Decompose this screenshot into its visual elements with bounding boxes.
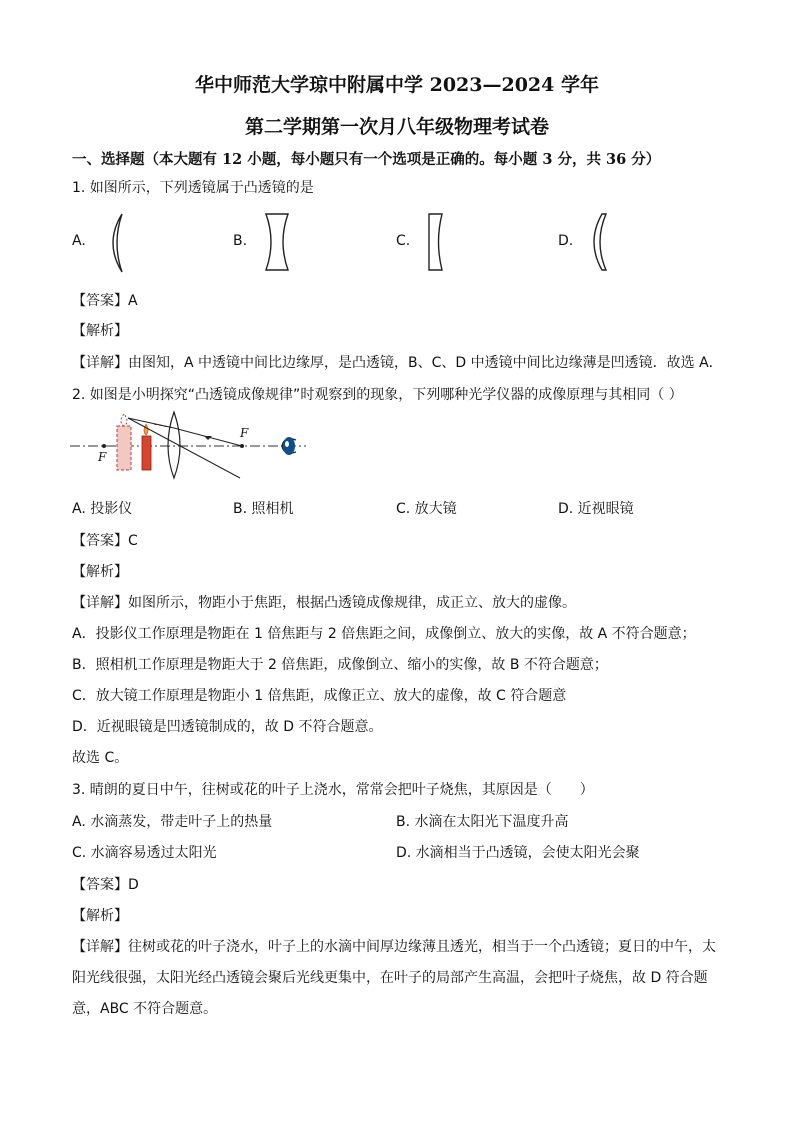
q1-option-d-label: D. xyxy=(558,233,574,249)
q3-option-b: B. 水滴在太阳光下温度升高 xyxy=(396,814,569,830)
q3-detail-line1: 【详解】往树或花的叶子浇水，叶子上的水滴中间厚边缘薄且透光，相当于一个凸透镜；夏日的中午，太 xyxy=(72,939,716,955)
q3-answer: 【答案】D xyxy=(72,877,139,893)
convex-lens-icon xyxy=(100,212,130,274)
q3-option-c: C. 水滴容易透过太阳光 xyxy=(72,845,217,861)
q2-option-a: A. 投影仪 xyxy=(72,501,133,517)
q2-detail: 【详解】如图所示，物距小于焦距，根据凸透镜成像规律，成正立、放大的虚像。 xyxy=(72,595,576,611)
q1-answer: 【答案】A xyxy=(72,293,138,309)
q2-answer: 【答案】C xyxy=(72,533,138,549)
meniscus-lens-icon xyxy=(588,212,614,272)
q2-option-b: B. 照相机 xyxy=(233,501,294,517)
section-heading: 一、选择题（本大题有 12 小题，每小题只有一个选项是正确的。每小题 3 分，共 36 分） xyxy=(72,151,661,168)
q2-option-c: C. 放大镜 xyxy=(396,501,457,517)
q3-detail-line2: 阳光线很强，太阳光经凸透镜会聚后光线更集中，在叶子的局部产生高温，会把叶子烧焦，故 D 符合题 xyxy=(72,970,708,986)
concave-lens-icon xyxy=(262,212,292,272)
convex-lens-imaging-diagram xyxy=(70,410,310,480)
q3-detail-line3: 意，ABC 不符合题意。 xyxy=(72,1001,218,1017)
plano-concave-lens-icon xyxy=(425,212,447,272)
q2-analysis: 【解析】 xyxy=(72,564,128,580)
exam-title-line2: 第二学期第一次月八年级物理考试卷 xyxy=(244,116,549,138)
q1-option-c-label: C. xyxy=(396,233,411,249)
q2-explain-d: D．近视眼镜是凹透镜制成的，故 D 不符合题意。 xyxy=(72,719,383,735)
q2-explain-c: C．放大镜工作原理是物距小 1 倍焦距，成像正立、放大的虚像，故 C 符合题意 xyxy=(72,688,567,704)
q1-stem: 1. 如图所示，下列透镜属于凸透镜的是 xyxy=(72,180,314,196)
q2-explain-b: B．照相机工作原理是物距大于 2 倍焦距，成像倒立、缩小的实像，故 B 不符合题意； xyxy=(72,657,608,673)
q3-option-a: A. 水滴蒸发，带走叶子上的热量 xyxy=(72,814,273,830)
q3-option-d: D. 水滴相当于凸透镜，会使太阳光会聚 xyxy=(396,845,640,861)
q2-conclusion: 故选 C。 xyxy=(72,750,129,766)
q1-analysis: 【解析】 xyxy=(72,323,128,339)
q2-stem: 2. 如图是小明探究“凸透镜成像规律”时观察到的现象，下列哪种光学仪器的成像原理与其相同（ ） xyxy=(72,387,683,403)
q1-detail: 【详解】由图知，A 中透镜中间比边缘厚，是凸透镜，B、C、D 中透镜中间比边缘薄是凹透镜．故选 A． xyxy=(72,355,723,371)
q2-explain-a: A．投影仪工作原理是物距在 1 倍焦距与 2 倍焦距之间，成像倒立、放大的实像，故 A 不符合题意； xyxy=(72,626,696,642)
q3-analysis: 【解析】 xyxy=(72,908,128,924)
focus-label-right: F xyxy=(240,426,249,440)
q3-stem: 3. 晴朗的夏日中午，往树或花的叶子上浇水，常常会把叶子烧焦，其原因是（ ） xyxy=(72,782,594,798)
focus-label-left: F xyxy=(98,450,107,464)
exam-title-line1: 华中师范大学琼中附属中学 2023—2024 学年 xyxy=(195,74,599,96)
q1-option-a-label: A. xyxy=(72,233,86,249)
q1-option-b-label: B. xyxy=(233,233,248,249)
q2-option-d: D. 近视眼镜 xyxy=(558,501,634,517)
